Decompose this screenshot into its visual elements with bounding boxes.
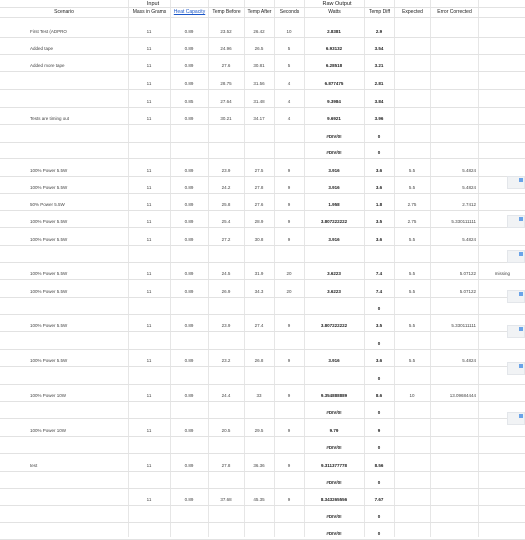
cell-mass[interactable]: 11: [146, 202, 152, 207]
cell-watts[interactable]: 9.3984: [327, 99, 341, 104]
cell-temp-diff[interactable]: 3.96: [374, 116, 384, 121]
cell-mass[interactable]: 11: [146, 81, 152, 86]
cell-temp-before[interactable]: 27.64: [220, 99, 232, 104]
cell-error-corrected[interactable]: 5.4824: [462, 358, 476, 363]
cell-temp-diff[interactable]: 2.9: [375, 29, 383, 34]
cell-temp-after[interactable]: 28.9: [254, 219, 264, 224]
cell-watts[interactable]: 3.916: [328, 237, 340, 242]
embedded-chart-thumbnail[interactable]: [507, 215, 525, 228]
cell-error-corrected[interactable]: 5.330111111: [451, 323, 476, 328]
row-divider: [0, 227, 525, 228]
cell-watts[interactable]: #DIV/0!: [326, 150, 342, 155]
cell-mass[interactable]: 11: [146, 271, 152, 276]
cell-mass[interactable]: 11: [146, 497, 152, 502]
cell-error-corrected[interactable]: 5.07122: [459, 271, 476, 276]
row-divider: [0, 471, 525, 472]
column-divider: [430, 0, 431, 537]
cell-scenario[interactable]: 100% Power 5.5W: [30, 289, 68, 294]
row-divider: [0, 176, 525, 177]
row-divider: [0, 89, 525, 90]
cell-watts[interactable]: #DIV/0!: [326, 410, 342, 415]
cell-heat-capacity[interactable]: 0.89: [184, 428, 194, 433]
cell-temp-after[interactable]: 36.36: [253, 463, 265, 468]
cell-error-corrected[interactable]: 5.4824: [462, 168, 476, 173]
cell-heat-capacity[interactable]: 0.89: [184, 393, 194, 398]
row-divider: [0, 107, 525, 108]
cell-scenario[interactable]: Tests are timing out: [30, 116, 70, 121]
embedded-chart-thumbnail[interactable]: [507, 290, 525, 303]
cell-mass[interactable]: 11: [146, 185, 152, 190]
cell-mass[interactable]: 11: [146, 463, 152, 468]
row-divider: [0, 418, 525, 419]
header-divider: [0, 7, 525, 8]
cell-temp-diff[interactable]: 0: [377, 531, 381, 536]
cell-error-corrected[interactable]: 5.4824: [462, 185, 476, 190]
cell-scenario[interactable]: 100% Power 5.5W: [30, 219, 68, 224]
cell-scenario[interactable]: 100% Power 5.5W: [30, 168, 68, 173]
cell-temp-before[interactable]: 25.8: [221, 202, 231, 207]
cell-temp-after[interactable]: 26.42: [253, 29, 265, 34]
cell-seconds[interactable]: 9: [287, 497, 291, 502]
row-divider: [0, 349, 525, 350]
cell-temp-after[interactable]: 33: [256, 393, 262, 398]
embedded-chart-thumbnail[interactable]: [507, 325, 525, 338]
cell-mass[interactable]: 11: [146, 323, 152, 328]
cell-temp-after[interactable]: 34.3: [254, 289, 264, 294]
cell-watts[interactable]: #DIV/0!: [326, 134, 342, 139]
cell-seconds[interactable]: 5: [287, 63, 291, 68]
row-divider: [0, 210, 525, 211]
cell-temp-before[interactable]: 24.2: [221, 185, 231, 190]
cell-seconds[interactable]: 9: [287, 237, 291, 242]
cell-watts[interactable]: 9.311377778: [320, 463, 348, 468]
cell-temp-after[interactable]: 31.48: [253, 99, 265, 104]
embedded-chart-thumbnail[interactable]: [507, 412, 525, 425]
cell-watts[interactable]: 3.916: [328, 168, 340, 173]
cell-temp-before[interactable]: 24.5: [221, 271, 231, 276]
cell-temp-before[interactable]: 37.68: [220, 497, 232, 502]
cell-heat-capacity[interactable]: 0.89: [184, 289, 194, 294]
embedded-chart-thumbnail[interactable]: [507, 176, 525, 189]
cell-expected[interactable]: 5.5: [408, 289, 416, 294]
cell-temp-diff[interactable]: 3.6: [375, 185, 383, 190]
group-header-raw-output: Raw Output: [322, 1, 352, 7]
cell-watts[interactable]: 3.916: [328, 185, 340, 190]
cell-heat-capacity[interactable]: 0.85: [184, 99, 194, 104]
cell-error-corrected[interactable]: 5.330111111: [451, 219, 476, 224]
cell-heat-capacity[interactable]: 0.89: [184, 81, 194, 86]
cell-seconds[interactable]: 9: [287, 168, 291, 173]
cell-heat-capacity[interactable]: 0.89: [184, 237, 194, 242]
header-divider: [0, 17, 525, 18]
col-header-watts[interactable]: Watts: [304, 8, 364, 16]
row-divider: [0, 436, 525, 437]
cell-seconds[interactable]: 9: [287, 202, 291, 207]
cell-temp-before[interactable]: 23.2: [221, 358, 231, 363]
cell-error-corrected[interactable]: 5.07122: [459, 289, 476, 294]
cell-expected[interactable]: 10: [409, 393, 415, 398]
col-header-expected[interactable]: Expected: [394, 8, 430, 16]
heat-capacity-link[interactable]: Heat Capacity: [173, 9, 206, 15]
cell-temp-diff[interactable]: 3.6: [375, 358, 383, 363]
cell-temp-before[interactable]: 20.5: [221, 428, 231, 433]
cell-scenario[interactable]: 100% Power 5.5W: [30, 185, 68, 190]
cell-seconds[interactable]: 9: [287, 393, 291, 398]
cell-watts[interactable]: 1.958: [328, 202, 340, 207]
cell-scenario[interactable]: 100% Power 10W: [30, 428, 67, 433]
cell-mass[interactable]: 11: [146, 63, 152, 68]
cell-mass[interactable]: 11: [146, 168, 152, 173]
row-divider: [0, 401, 525, 402]
cell-temp-after[interactable]: 45.35: [253, 497, 265, 502]
cell-temp-before[interactable]: 24.96: [220, 46, 232, 51]
cell-seconds[interactable]: 9: [287, 358, 291, 363]
row-divider: [0, 505, 525, 506]
cell-mass[interactable]: 11: [146, 29, 152, 34]
row-divider: [0, 71, 525, 72]
cell-scenario[interactable]: Added tape: [30, 46, 54, 51]
column-divider: [478, 0, 479, 537]
cell-temp-before[interactable]: 27.6: [221, 63, 231, 68]
cell-seconds[interactable]: 20: [286, 289, 292, 294]
cell-temp-after[interactable]: 26.5: [254, 46, 264, 51]
cell-error-corrected[interactable]: 5.4824: [462, 237, 476, 242]
row-divider: [0, 37, 525, 38]
cell-heat-capacity[interactable]: 0.89: [184, 271, 194, 276]
cell-mass[interactable]: 11: [146, 237, 152, 242]
cell-watts[interactable]: 9.354888889: [320, 393, 348, 398]
cell-watts[interactable]: 3.807222222: [320, 219, 348, 224]
cell-mass[interactable]: 11: [146, 116, 152, 121]
cell-temp-diff[interactable]: 0: [377, 480, 381, 485]
cell-seconds[interactable]: 10: [286, 29, 292, 34]
cell-temp-before[interactable]: 30.21: [220, 116, 232, 121]
row-divider: [0, 124, 525, 125]
cell-error-corrected[interactable]: 13.09684444: [449, 393, 476, 398]
col-header-temp-after[interactable]: Temp After: [244, 8, 274, 16]
cell-scenario[interactable]: 100% Power 10W: [30, 393, 67, 398]
cell-seconds[interactable]: 9: [287, 428, 291, 433]
cell-heat-capacity[interactable]: 0.89: [184, 219, 194, 224]
cell-expected[interactable]: 5.5: [408, 358, 416, 363]
cell-watts[interactable]: #DIV/0!: [326, 514, 342, 519]
cell-watts[interactable]: 6.877475: [324, 81, 344, 86]
cell-expected[interactable]: 5.5: [408, 185, 416, 190]
cell-expected[interactable]: 2.75: [407, 202, 417, 207]
cell-temp-before[interactable]: 27.2: [221, 237, 231, 242]
cell-temp-diff[interactable]: 3.84: [374, 99, 384, 104]
cell-temp-diff[interactable]: 3.6: [375, 168, 383, 173]
cell-mass[interactable]: 11: [146, 393, 152, 398]
cell-scenario[interactable]: 100% Power 5.5W: [30, 237, 68, 242]
cell-watts[interactable]: 6.93132: [325, 46, 343, 51]
cell-heat-capacity[interactable]: 0.89: [184, 202, 194, 207]
cell-seconds[interactable]: 4: [287, 81, 291, 86]
cell-seconds[interactable]: 20: [286, 271, 292, 276]
column-divider: [394, 0, 395, 537]
cell-temp-diff[interactable]: 3.6: [375, 237, 383, 242]
cell-heat-capacity[interactable]: 0.89: [184, 463, 194, 468]
cell-scenario[interactable]: 50% Power 5.5W: [30, 202, 65, 207]
row-divider: [0, 54, 525, 55]
cell-temp-after[interactable]: 31.56: [253, 81, 265, 86]
cell-watts[interactable]: #DIV/0!: [326, 445, 342, 450]
cell-scenario[interactable]: 100% Power 5.5W: [30, 358, 68, 363]
col-header-heat-capacity[interactable]: [170, 8, 208, 16]
cell-mass[interactable]: 11: [146, 99, 152, 104]
cell-temp-diff[interactable]: 3.54: [374, 46, 384, 51]
cell-expected[interactable]: 2.75: [407, 219, 417, 224]
cell-temp-after[interactable]: 27.4: [254, 323, 264, 328]
row-divider: [0, 142, 525, 143]
row-divider: [0, 366, 525, 367]
cell-watts[interactable]: #DIV/0!: [326, 531, 342, 536]
cell-heat-capacity[interactable]: 0.89: [184, 497, 194, 502]
cell-temp-diff[interactable]: 3.5: [375, 323, 383, 328]
row-divider: [0, 297, 525, 298]
cell-expected[interactable]: 5.5: [408, 237, 416, 242]
cell-scenario[interactable]: test: [30, 463, 38, 468]
cell-seconds[interactable]: 5: [287, 46, 291, 51]
cell-mass[interactable]: 11: [146, 289, 152, 294]
cell-temp-diff[interactable]: 0: [377, 376, 381, 381]
cell-heat-capacity[interactable]: 0.89: [184, 46, 194, 51]
cell-temp-diff[interactable]: 7.67: [374, 497, 384, 502]
cell-heat-capacity[interactable]: 0.89: [184, 168, 194, 173]
cell-temp-before[interactable]: 23.52: [220, 29, 232, 34]
cell-temp-diff[interactable]: 2.81: [374, 81, 384, 86]
cell-watts[interactable]: 6.28518: [325, 63, 343, 68]
row-divider: [0, 314, 525, 315]
row-divider: [0, 279, 525, 280]
cell-temp-before[interactable]: 25.4: [221, 219, 231, 224]
embedded-chart-thumbnail[interactable]: [507, 250, 525, 263]
cell-error-corrected[interactable]: 2.7412: [462, 202, 476, 207]
cell-temp-diff[interactable]: 9: [377, 428, 381, 433]
col-header-seconds[interactable]: Seconds: [274, 8, 304, 16]
cell-temp-before[interactable]: 24.4: [221, 393, 231, 398]
cell-seconds[interactable]: 9: [287, 323, 291, 328]
column-divider: [304, 0, 305, 537]
row-divider: [0, 488, 525, 489]
cell-heat-capacity[interactable]: 0.89: [184, 358, 194, 363]
row-divider: [0, 331, 525, 332]
cell-watts[interactable]: 3.916: [328, 358, 340, 363]
row-divider: [0, 245, 525, 246]
cell-temp-after[interactable]: 34.17: [253, 116, 265, 121]
cell-mass[interactable]: 11: [146, 219, 152, 224]
cell-scenario[interactable]: First Test (ADPRO: [30, 29, 67, 34]
cell-temp-diff[interactable]: 8.56: [374, 463, 384, 468]
cell-heat-capacity[interactable]: 0.89: [184, 29, 194, 34]
col-header-temp-diff[interactable]: Temp Diff: [364, 8, 394, 16]
cell-temp-diff[interactable]: 0: [377, 134, 381, 139]
col-header-temp-before[interactable]: Temp Before: [208, 8, 244, 16]
cell-watts[interactable]: 8.343265556: [320, 497, 348, 502]
cell-temp-diff[interactable]: 1.8: [375, 202, 383, 207]
cell-watts[interactable]: #DIV/0!: [326, 480, 342, 485]
cell-expected[interactable]: 5.5: [408, 271, 416, 276]
cell-temp-after[interactable]: 27.8: [254, 185, 264, 190]
row-divider: [0, 453, 525, 454]
cell-temp-after[interactable]: 27.5: [254, 168, 264, 173]
cell-temp-before[interactable]: 23.9: [221, 323, 231, 328]
cell-temp-diff[interactable]: 8.6: [375, 393, 383, 398]
cell-scenario[interactable]: 100% Power 5.5W: [30, 323, 68, 328]
group-header-input: Input: [146, 1, 160, 7]
cell-watts[interactable]: 9.79: [329, 428, 339, 433]
cell-temp-diff[interactable]: 0: [377, 341, 381, 346]
col-header-mass[interactable]: Mass in Grams: [128, 8, 170, 16]
cell-mass[interactable]: 11: [146, 358, 152, 363]
row-divider: [0, 158, 525, 159]
cell-watts[interactable]: 3.807222222: [320, 323, 348, 328]
cell-temp-diff[interactable]: 0: [377, 306, 381, 311]
cell-temp-after[interactable]: 30.8: [254, 237, 264, 242]
cell-mass[interactable]: 11: [146, 46, 152, 51]
cell-temp-after[interactable]: 27.6: [254, 202, 264, 207]
cell-heat-capacity[interactable]: 0.89: [184, 323, 194, 328]
cell-seconds[interactable]: 4: [287, 99, 291, 104]
cell-watts[interactable]: 9.6921: [327, 116, 341, 121]
cell-temp-diff[interactable]: 3.5: [375, 219, 383, 224]
cell-temp-diff[interactable]: 0: [377, 410, 381, 415]
cell-temp-after[interactable]: 26.8: [254, 358, 264, 363]
cell-watts[interactable]: 2.8381: [327, 29, 341, 34]
cell-temp-diff[interactable]: 7.4: [375, 289, 383, 294]
cell-temp-before[interactable]: 27.8: [221, 463, 231, 468]
col-header-error-corrected[interactable]: Error Corrected: [430, 8, 478, 16]
embedded-chart-thumbnail[interactable]: [507, 362, 525, 375]
cell-scenario[interactable]: Added more tape: [30, 63, 65, 68]
cell-temp-diff[interactable]: 3.21: [374, 63, 384, 68]
row-divider: [0, 193, 525, 194]
cell-seconds[interactable]: 4: [287, 116, 291, 121]
cell-heat-capacity[interactable]: 0.89: [184, 63, 194, 68]
cell-seconds[interactable]: 9: [287, 463, 291, 468]
cell-temp-before[interactable]: 28.75: [220, 81, 232, 86]
cell-expected[interactable]: 5.5: [408, 323, 416, 328]
cell-temp-after[interactable]: 30.81: [253, 63, 265, 68]
cell-scenario[interactable]: 100% Power 5.5W: [30, 271, 68, 276]
cell-temp-before[interactable]: 23.9: [221, 168, 231, 173]
row-divider: [0, 384, 525, 385]
cell-temp-diff[interactable]: 7.4: [375, 271, 383, 276]
cell-heat-capacity[interactable]: 0.89: [184, 185, 194, 190]
row-divider: [0, 522, 525, 523]
cell-temp-diff[interactable]: 0: [377, 514, 381, 519]
cell-note[interactable]: missing: [494, 271, 510, 276]
cell-temp-diff[interactable]: 0: [377, 445, 381, 450]
row-divider: [0, 262, 525, 263]
cell-temp-after[interactable]: 29.5: [254, 428, 264, 433]
cell-heat-capacity[interactable]: 0.89: [184, 116, 194, 121]
cell-seconds[interactable]: 9: [287, 219, 291, 224]
col-header-scenario[interactable]: Scenario: [54, 9, 74, 15]
cell-seconds[interactable]: 9: [287, 185, 291, 190]
cell-watts[interactable]: 3.6223: [327, 289, 341, 294]
cell-temp-diff[interactable]: 0: [377, 150, 381, 155]
cell-temp-after[interactable]: 31.9: [254, 271, 264, 276]
cell-watts[interactable]: 3.6223: [327, 271, 341, 276]
cell-expected[interactable]: 5.5: [408, 168, 416, 173]
cell-mass[interactable]: 11: [146, 428, 152, 433]
cell-temp-before[interactable]: 26.9: [221, 289, 231, 294]
